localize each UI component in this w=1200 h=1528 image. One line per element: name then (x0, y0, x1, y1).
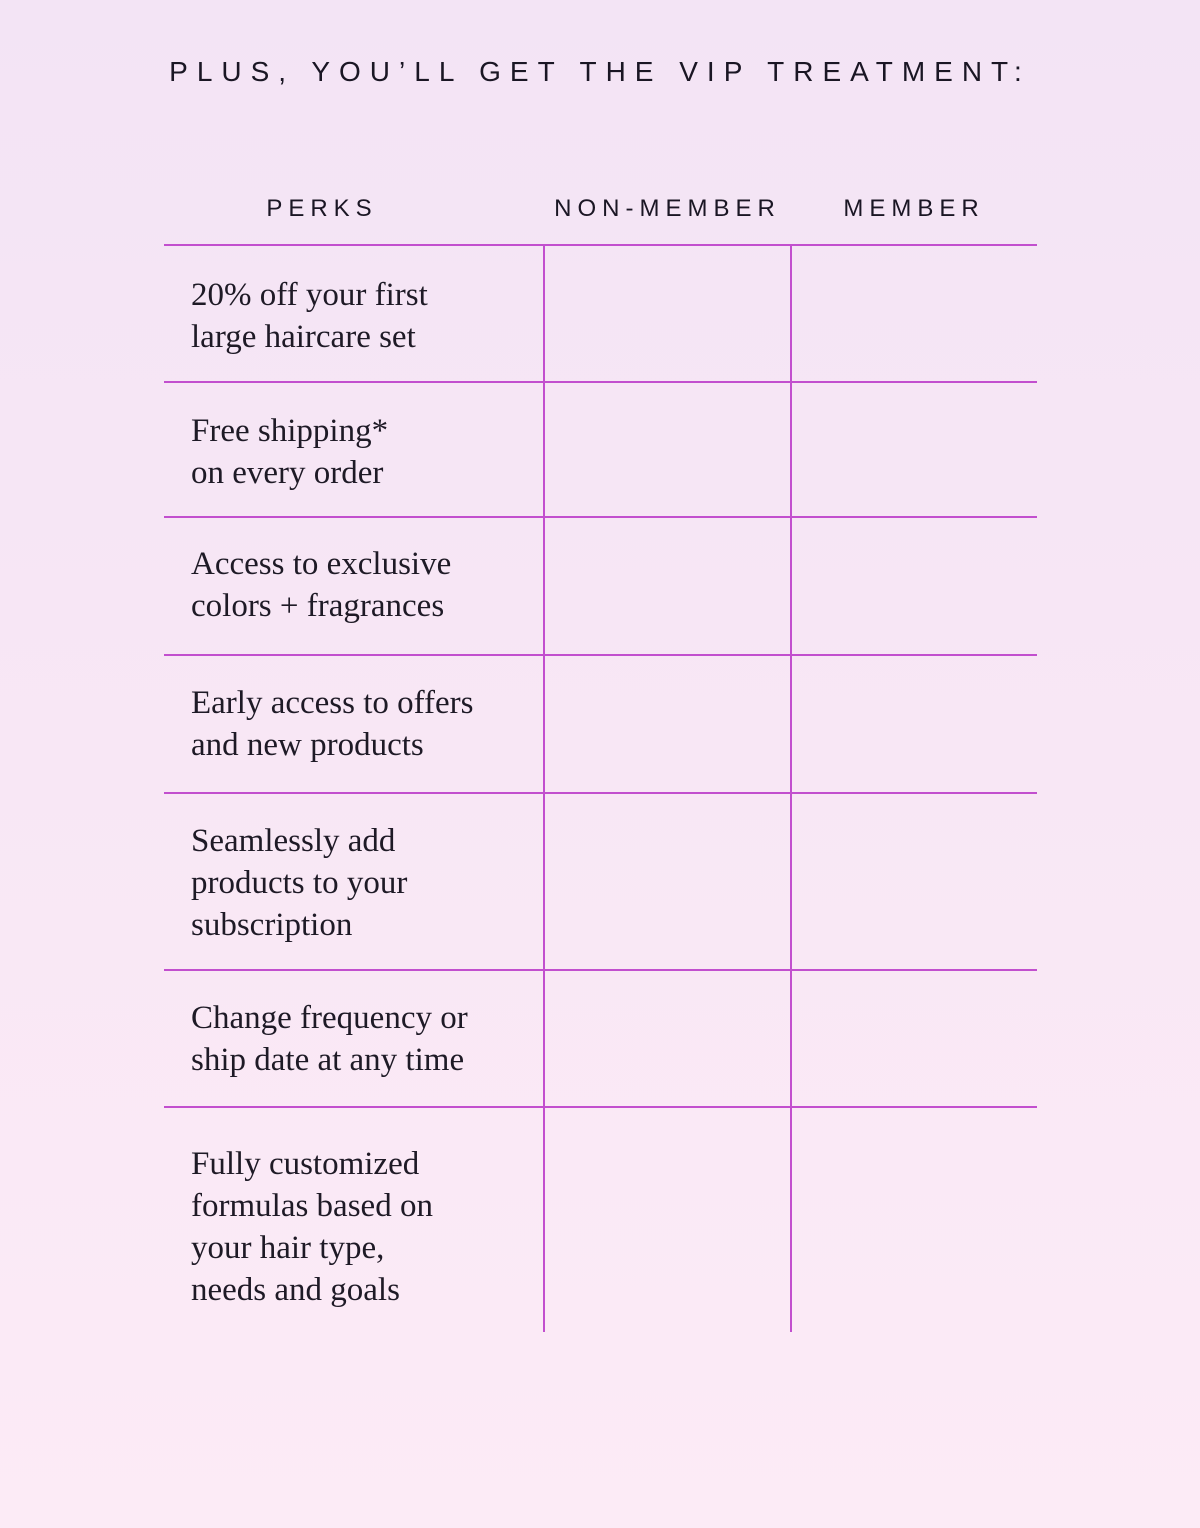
non-member-cell (545, 656, 790, 792)
perks-comparison-table (164, 244, 1037, 1332)
perk-label: Change frequency or ship date at any time (191, 1000, 468, 1078)
page-title: PLUS, YOU’LL GET THE VIP TREATMENT: (169, 56, 1031, 87)
column-header-non-member: NON-MEMBER (554, 195, 781, 222)
perk-label: Seamlessly add products to your subscription (191, 823, 408, 943)
table-row (164, 383, 1037, 516)
column-header-perks: PERKS (266, 195, 378, 222)
member-cell (792, 246, 1037, 381)
non-member-cell (545, 1108, 790, 1330)
non-member-cell (545, 971, 790, 1106)
perk-label: Early access to offers and new products (191, 685, 474, 763)
non-member-cell (545, 246, 790, 381)
perk-label: Fully customized formulas based on your hair type, needs and goals (191, 1146, 433, 1308)
perk-label: Access to exclusive colors + fragrances (191, 546, 452, 624)
member-cell (792, 971, 1037, 1106)
table-row (164, 1108, 1037, 1330)
perk-label: 20% off your first large haircare set (191, 277, 428, 355)
perk-label: Free shipping* on every order (191, 413, 389, 491)
column-header-member: MEMBER (843, 195, 985, 222)
non-member-cell (545, 794, 790, 969)
table-row (164, 246, 1037, 381)
table-row (164, 656, 1037, 792)
member-cell (792, 794, 1037, 969)
non-member-cell (545, 518, 790, 654)
non-member-cell (545, 383, 790, 516)
member-cell (792, 518, 1037, 654)
member-cell (792, 383, 1037, 516)
table-row (164, 518, 1037, 654)
table-row (164, 794, 1037, 969)
member-cell (792, 1108, 1037, 1330)
member-cell (792, 656, 1037, 792)
table-row (164, 971, 1037, 1106)
